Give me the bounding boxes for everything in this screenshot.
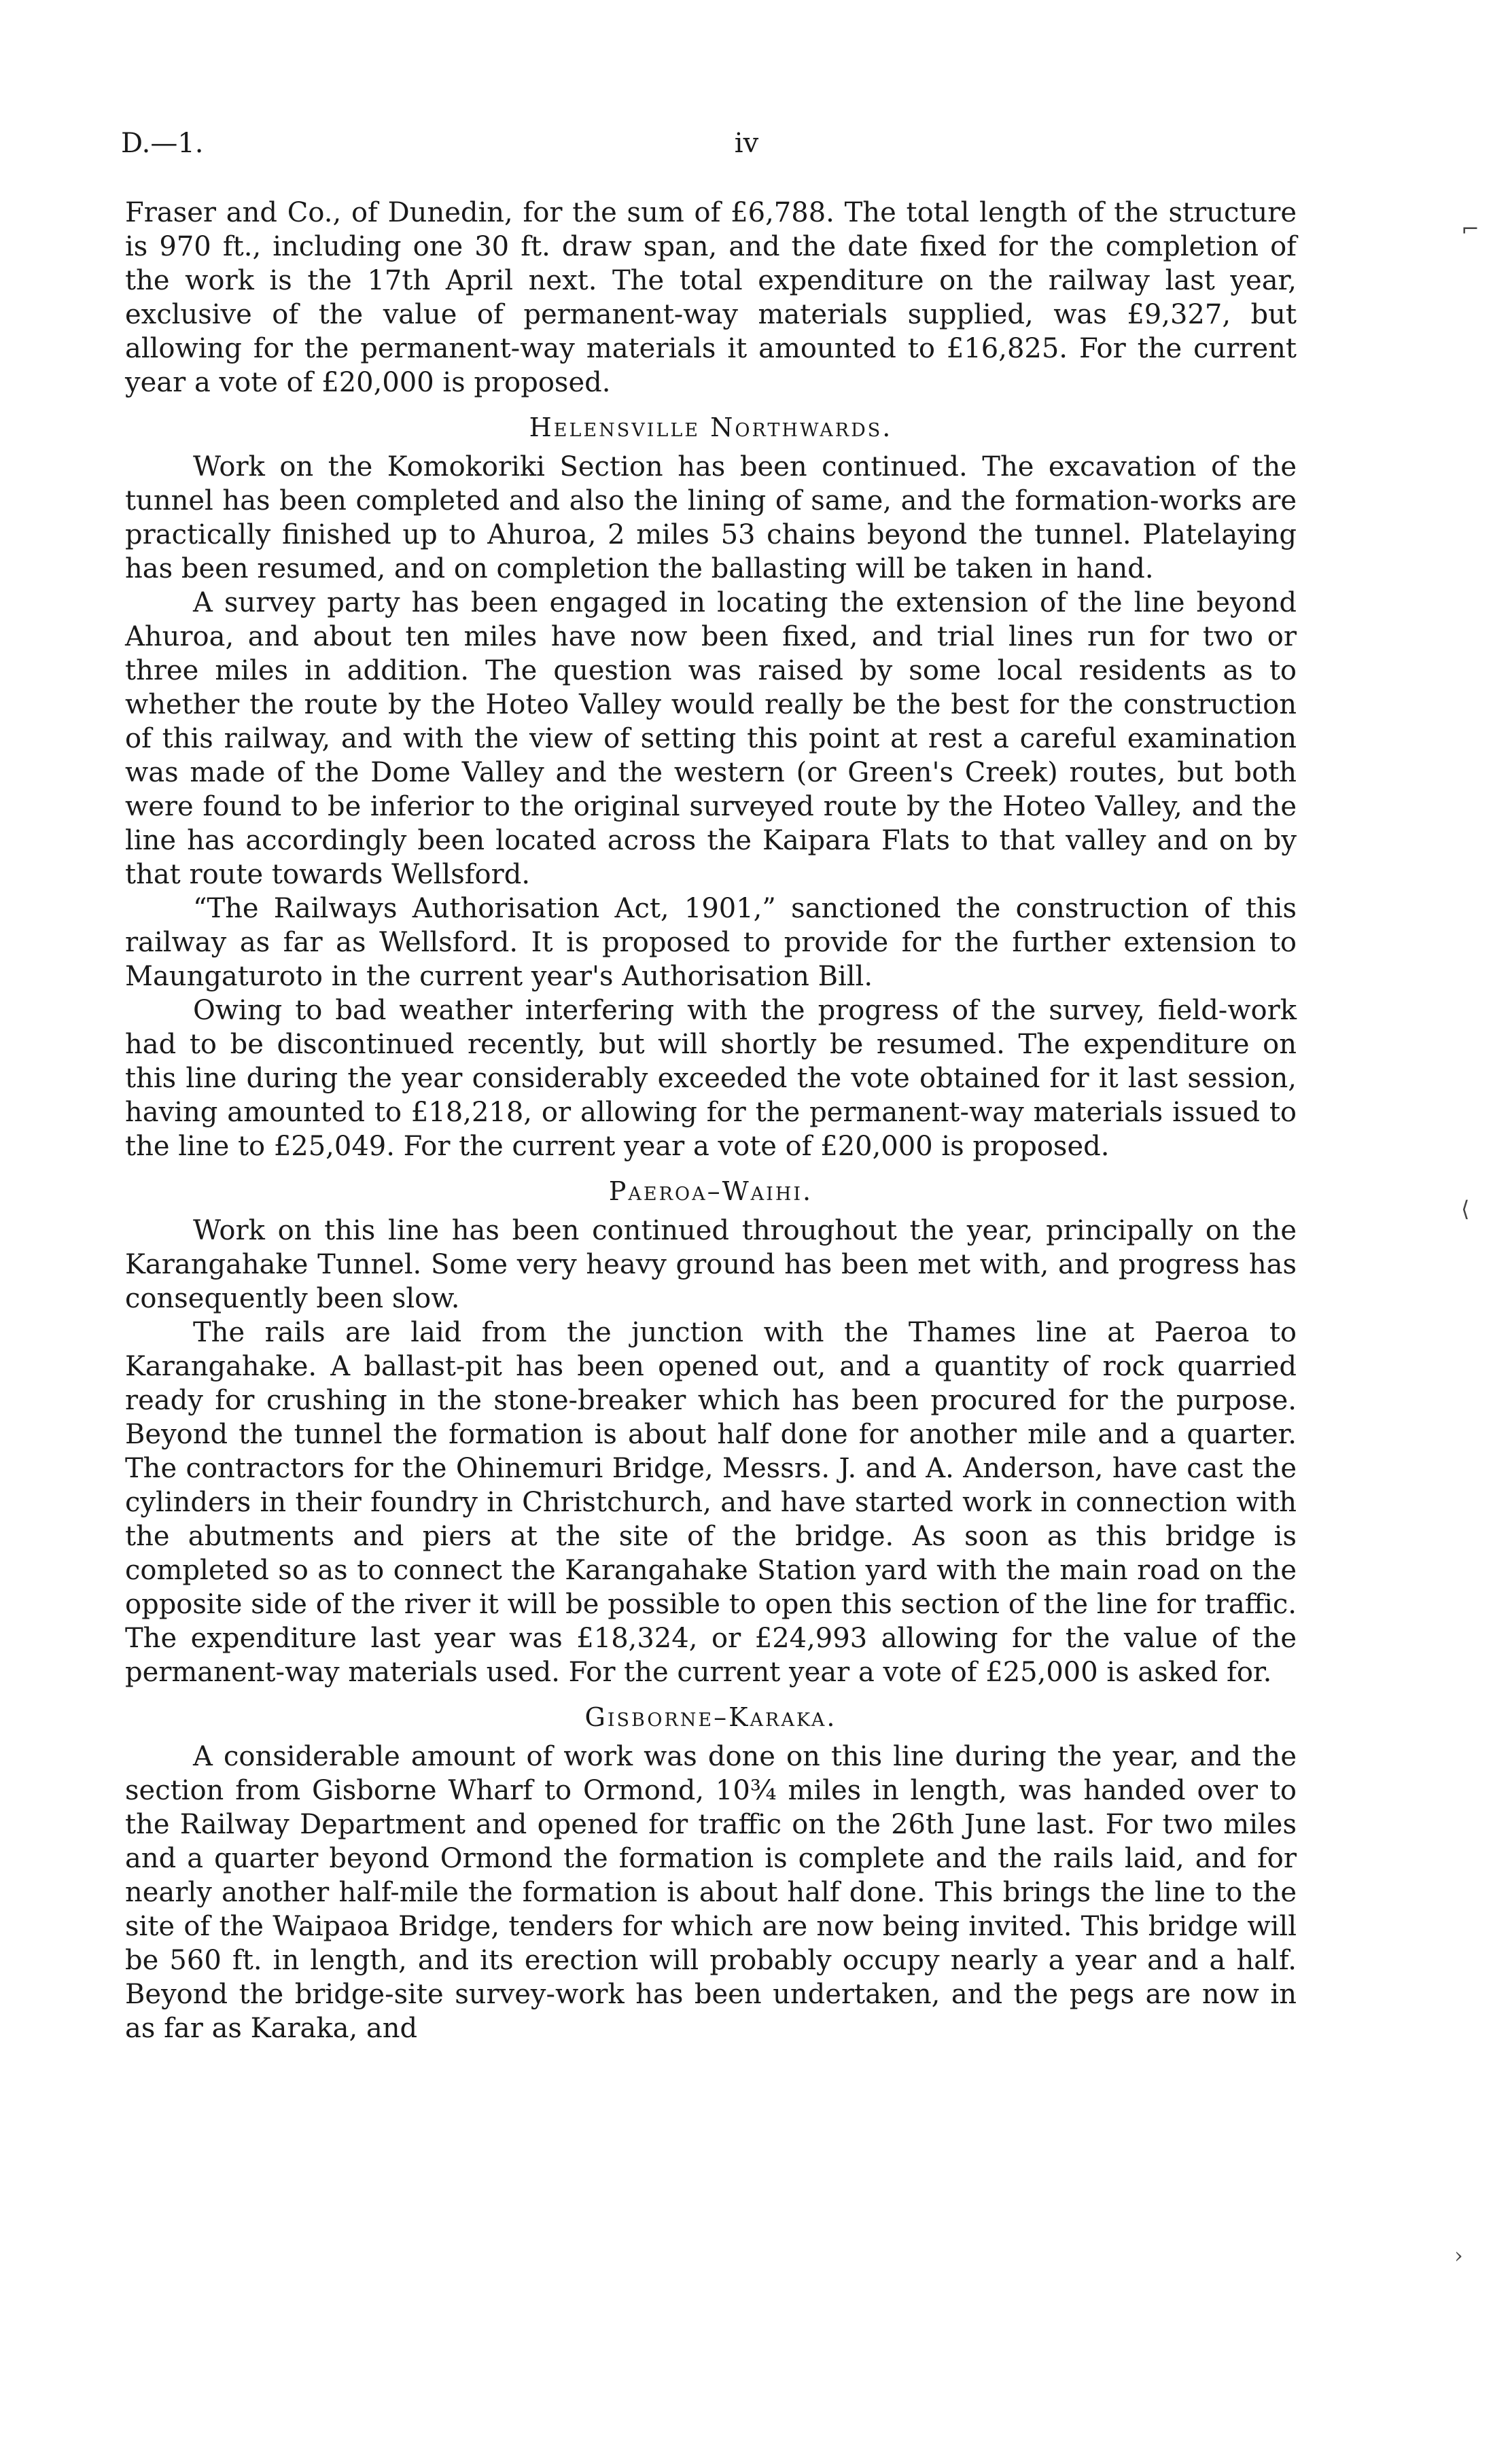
page-number: iv xyxy=(734,128,759,159)
paragraph: Work on this line has been continued throughout the year, principally on the Karangahake Tunnel. Some very heavy ground has been met with, and progress has consequently been slow. xyxy=(125,1215,1297,1314)
document-body xyxy=(125,196,1297,2045)
section-heading-helensville: Helensville Northwards. xyxy=(529,412,893,442)
paragraph: A considerable amount of work was done on this line during the year, and the section from Gisborne Wharf to Ormond, 10¾ miles in length, was handed over to the Railway Department and opened for traffic on the 26th June last. For two miles and a quarter beyond Ormond the formation is complete and the rails laid, and for nearly another half-mile the formation is about half done. This brings the line to the site of the Waipaoa Bridge, tenders for which are now being invited. This bridge will be 560 ft. in length, and its erection will probably occupy nearly a year and a half. Beyond the bridge-site survey-work has been undertaken, and the pegs are now in as far as Karaka, and xyxy=(125,1741,1297,2044)
page-header xyxy=(121,128,1372,169)
paragraph: A survey party has been engaged in locating the extension of the line beyond Ahuroa, and about ten miles have now been fixed, and trial lines run for two or three miles in addition. The question was raised by some local residents as to whether the route by the Hoteo Valley would really be the best for the construction of this railway, and with the view of setting this point at rest a careful examination was made of the Dome Valley and the western (or Green's Creek) routes, but both were found to be inferior to the original surveyed route by the Hoteo Valley, and the line has accordingly been located across the Kaipara Flats to that valley and on by that route towards Wellsford. xyxy=(125,587,1297,890)
paragraph: Owing to bad weather interfering with the progress of the survey, field-work had to be discontinued recently, but will shortly be resumed. The expenditure on this line during the year considerably exceeded the vote obtained for it last session, having amounted to £18,218, or allowing for the permanent-way materials issued to the line to £25,049. For the current year a vote of £20,000 is proposed. xyxy=(125,995,1297,1162)
margin-mark: ⟨ xyxy=(1461,1196,1470,1222)
paragraph: “The Railways Authorisation Act, 1901,” sanctioned the construction of this railway as far as Wellsford. It is proposed to provide for the further extension to Maungaturoto in the current year's Authorisation Bill. xyxy=(125,893,1297,992)
section-heading-gisborne-karaka: Gisborne–Karaka. xyxy=(584,1702,837,1732)
paragraph: Work on the Komokoriki Section has been continued. The excavation of the tunnel has been completed and also the lining of same, and the formation-works are practically finished up to Ahuroa, 2 miles 53 chains beyond the tunnel. Platelaying has been resumed, and on completion the ballasting will be taken in hand. xyxy=(125,451,1297,584)
paragraph: The rails are laid from the junction with the Thames line at Paeroa to Karangahake. A ballast-pit has been opened out, and a quantity of rock quarried ready for crushing in the stone-breaker which has been procured for the purpose. Beyond the tunnel the formation is about half done for another mile and a quarter. The contractors for the Ohinemuri Bridge, Messrs. J. and A. Anderson, have cast the cylinders in their foundry in Christchurch, and have started work in connection with the abutments and piers at the site of the bridge. As soon as this bridge is completed so as to connect the Karangahake Station yard with the main road on the opposite side of the river it will be possible to open this section of the line for traffic. The expenditure last year was £18,324, or £24,993 allowing for the value of the permanent-way materials used. For the current year a vote of £25,000 is asked for. xyxy=(125,1317,1297,1688)
document-reference: D.—1. xyxy=(121,128,204,159)
intro-paragraph: Fraser and Co., of Dunedin, for the sum of £6,788. The total length of the structure is 970 ft., including one 30 ft. draw span, and the date fixed for the completion of the work is the 17th April next. The total expenditure on the railway last year, exclusive of the value of permanent-way materials supplied, was £9,327, but allowing for the permanent-way materials it amounted to £16,825. For the current year a vote of £20,000 is proposed. xyxy=(125,197,1297,398)
margin-mark: ⌐ xyxy=(1461,216,1479,242)
margin-mark: › xyxy=(1454,2242,1463,2268)
section-heading-paeroa-waihi: Paeroa–Waihi. xyxy=(608,1176,813,1206)
